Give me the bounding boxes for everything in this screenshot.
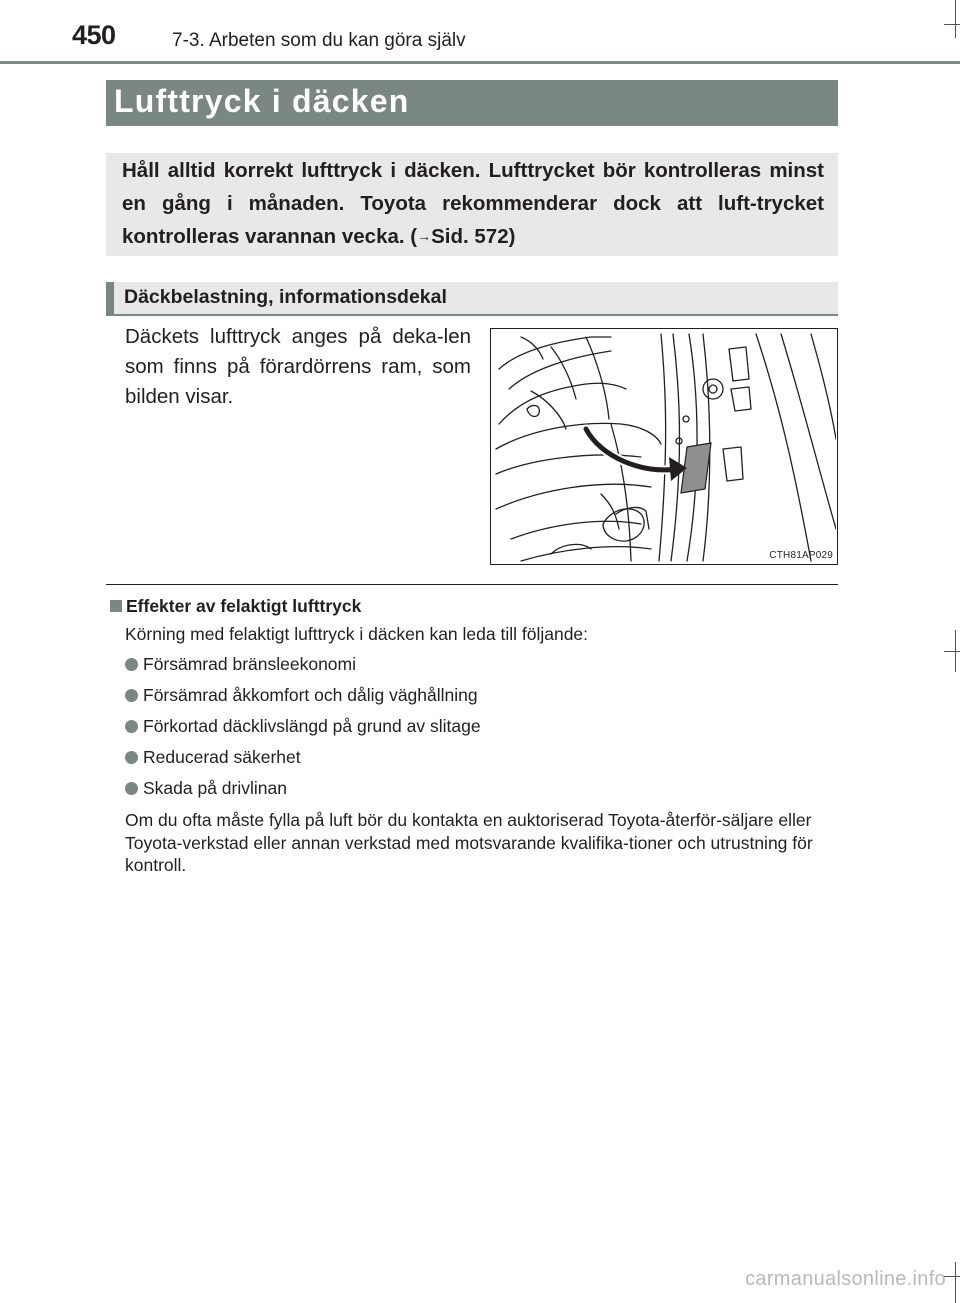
- door-frame-illustration: [490, 328, 838, 565]
- section-divider: [106, 584, 838, 585]
- crop-mark-bottom-h: [944, 1276, 960, 1277]
- crop-mark-top: [955, 0, 956, 38]
- reference-arrow-icon: →: [417, 228, 432, 244]
- header-rule: [0, 61, 960, 64]
- intro-text: [122, 154, 824, 253]
- list-item-text: Förkortad däcklivslängd på grund av slitage: [143, 716, 481, 736]
- section-label: 7-3. Arbeten som du kan göra själv: [172, 30, 466, 51]
- effects-intro: Körning med felaktigt lufttryck i däcken kan leda till följande:: [125, 624, 589, 644]
- watermark: carmanualsonline.info: [745, 1268, 946, 1290]
- bullet-dot-icon: [125, 782, 138, 795]
- crop-mark-mid-h: [944, 651, 960, 652]
- effects-list: [125, 654, 481, 809]
- page-number: 450: [72, 20, 116, 50]
- list-item: [125, 654, 481, 685]
- subsection-band-marker: [106, 282, 114, 316]
- door-frame-drawing: [491, 329, 836, 563]
- bullet-dot-icon: [125, 751, 138, 764]
- crop-mark-top-h: [944, 24, 960, 25]
- list-item-text: Försämrad bränsleekonomi: [143, 654, 357, 674]
- crop-mark-bottom: [955, 1262, 956, 1303]
- bullet-dot-icon: [125, 689, 138, 702]
- subsection-title: Däckbelastning, informationsdekal: [124, 286, 447, 308]
- closing-paragraph: Om du ofta måste fylla på luft bör du kontakta en auktoriserad Toyota-återför-säljare eller Toyota-verkstad eller annan verkstad med motsvarande kvalifika-tioner och utrustning för kontroll.: [125, 810, 813, 875]
- subsection-body: Däckets lufttryck anges på deka-len som finns på förardörrens ram, som bilden visar.: [125, 325, 471, 408]
- list-item-text: Reducerad säkerhet: [143, 747, 301, 767]
- bullet-dot-icon: [125, 720, 138, 733]
- bullet-dot-icon: [125, 658, 138, 671]
- heading-square-icon: [110, 600, 122, 612]
- page-reference-link[interactable]: Sid. 572): [431, 225, 516, 248]
- list-item: [125, 778, 481, 809]
- intro-text-body: Håll alltid korrekt lufttryck i däcken. Lufttrycket bör kontrolleras minst en gång i månaden. Toyota rekommenderar dock att luft-trycket kontrolleras varannan vecka. (: [122, 159, 824, 248]
- list-item: [125, 747, 481, 778]
- list-item-text: Skada på drivlinan: [143, 778, 287, 798]
- list-item: [125, 716, 481, 747]
- figure-code: CTH81AP029: [769, 550, 833, 561]
- effects-heading: Effekter av felaktigt lufttryck: [126, 596, 362, 616]
- list-item-text: Försämrad åkkomfort och dålig väghållning: [143, 685, 478, 705]
- list-item: [125, 685, 481, 716]
- page-title: Lufttryck i däcken: [114, 83, 410, 119]
